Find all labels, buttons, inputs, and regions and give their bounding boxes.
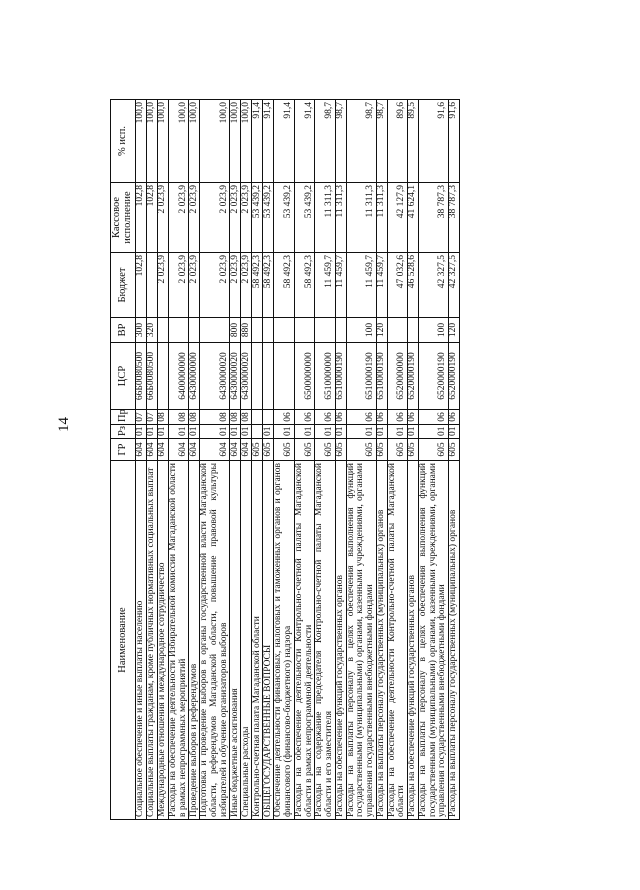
table-row bbox=[346, 100, 376, 820]
cell-pr: 08 bbox=[230, 410, 241, 425]
table-row bbox=[169, 100, 189, 820]
cell-csr: 66Б0080500 bbox=[147, 343, 158, 410]
cell-rz: 01 bbox=[346, 425, 376, 439]
cell-name: Расходы на содержание председателя Контрольно-счетной палаты Магаданской области и его заместителя bbox=[315, 461, 335, 820]
cell-gr: 605 bbox=[315, 439, 335, 461]
cell-vr bbox=[189, 318, 200, 343]
header-cash: Кассовое исполнение bbox=[111, 183, 136, 253]
cell-cash: 53 439,2 bbox=[263, 183, 274, 253]
cell-rz: 01 bbox=[294, 425, 314, 439]
cell-vr bbox=[158, 318, 169, 343]
cell-budget: 2 023,9 bbox=[189, 253, 200, 318]
cell-gr: 605 bbox=[335, 439, 346, 461]
cell-rz: 01 bbox=[335, 425, 346, 439]
cell-budget: 11 459,7 bbox=[315, 253, 335, 318]
cell-csr: 6510000190 bbox=[335, 343, 346, 410]
cell-cash: 38 787,3 bbox=[419, 183, 449, 253]
cell-rz: 01 bbox=[189, 425, 200, 439]
cell-vr bbox=[387, 318, 407, 343]
cell-cash: 2 023,9 bbox=[189, 183, 200, 253]
header-pr: Пр bbox=[111, 410, 136, 425]
cell-budget: 42 327,5 bbox=[449, 253, 460, 318]
cell-budget: 58 492,3 bbox=[274, 253, 294, 318]
cell-name: Проведение выборов и референдумов bbox=[189, 461, 200, 820]
cell-pct: 91,4 bbox=[263, 100, 274, 183]
cell-csr bbox=[252, 343, 263, 410]
table-row bbox=[274, 100, 294, 820]
cell-name: Расходы на обеспечение деятельности Контрольно-счетной палаты Магаданской области bbox=[387, 461, 407, 820]
cell-rz: 01 bbox=[158, 425, 169, 439]
cell-gr: 605 bbox=[419, 439, 449, 461]
cell-cash: 2 023,9 bbox=[158, 183, 169, 253]
cell-csr: 6400000000 bbox=[169, 343, 189, 410]
cell-name: Расходы на выплаты персоналу государственных (муниципальных) органов bbox=[449, 461, 460, 820]
cell-name: Расходы на обеспечение деятельности Контрольно-счетной палаты Магаданской области в рамках непрограммной деятельности bbox=[294, 461, 314, 820]
cell-gr: 605 bbox=[449, 439, 460, 461]
table-row bbox=[294, 100, 314, 820]
cell-pct: 100,0 bbox=[169, 100, 189, 183]
page-number: 14 bbox=[56, 417, 72, 432]
cell-vr bbox=[169, 318, 189, 343]
cell-name: Расходы на обеспечение функций государственных органов bbox=[408, 461, 419, 820]
cell-cash: 2 023,9 bbox=[200, 183, 230, 253]
cell-cash: 11 311,3 bbox=[376, 183, 387, 253]
cell-vr bbox=[252, 318, 263, 343]
cell-csr: 6430000000 bbox=[189, 343, 200, 410]
table-row bbox=[419, 100, 449, 820]
cell-budget: 58 492,3 bbox=[252, 253, 263, 318]
cell-csr: 6520000190 bbox=[408, 343, 419, 410]
cell-budget: 2 023,9 bbox=[200, 253, 230, 318]
cell-name: Социальные выплаты гражданам, кроме публичных нормативных социальных выплат bbox=[147, 461, 158, 820]
cell-vr: 120 bbox=[449, 318, 460, 343]
cell-vr bbox=[294, 318, 314, 343]
cell-vr: 100 bbox=[346, 318, 376, 343]
cell-csr: 6510000190 bbox=[376, 343, 387, 410]
cell-pr: 08 bbox=[189, 410, 200, 425]
cell-budget bbox=[147, 253, 158, 318]
header-csr: ЦСР bbox=[111, 343, 136, 410]
cell-cash: 53 439,2 bbox=[252, 183, 263, 253]
cell-gr: 605 bbox=[376, 439, 387, 461]
table-row bbox=[200, 100, 230, 820]
cell-cash: 11 311,3 bbox=[315, 183, 335, 253]
cell-pr: 08 bbox=[200, 410, 230, 425]
cell-rz: 01 bbox=[387, 425, 407, 439]
table-body bbox=[136, 100, 460, 820]
header-budget: Бюджет bbox=[111, 253, 136, 318]
budget-execution-table bbox=[110, 99, 460, 820]
cell-pr: 06 bbox=[408, 410, 419, 425]
cell-pct: 98,7 bbox=[346, 100, 376, 183]
table-row bbox=[230, 100, 241, 820]
cell-csr: 6430000020 bbox=[200, 343, 230, 410]
header-gr: ГР bbox=[111, 439, 136, 461]
cell-pct: 100,0 bbox=[230, 100, 241, 183]
cell-vr: 880 bbox=[241, 318, 252, 343]
cell-pct: 100,0 bbox=[147, 100, 158, 183]
cell-cash: 41 624,1 bbox=[408, 183, 419, 253]
cell-pct: 91,6 bbox=[449, 100, 460, 183]
cell-name: Подготовка и проведение выборов в органы государственной власти Магаданской области, референдумов Магаданской области, повышение правовой культуры избирателей и обучение организаторов выборов bbox=[200, 461, 230, 820]
cell-cash: 2 023,9 bbox=[230, 183, 241, 253]
cell-pr: 06 bbox=[294, 410, 314, 425]
cell-csr bbox=[158, 343, 169, 410]
cell-vr: 120 bbox=[376, 318, 387, 343]
cell-cash: 11 311,3 bbox=[346, 183, 376, 253]
table-row bbox=[335, 100, 346, 820]
cell-vr bbox=[315, 318, 335, 343]
cell-pr: 07 bbox=[136, 410, 147, 425]
cell-pr: 08 bbox=[169, 410, 189, 425]
cell-pr bbox=[263, 410, 274, 425]
cell-rz: 01 bbox=[147, 425, 158, 439]
table-row bbox=[387, 100, 407, 820]
cell-budget: 2 023,9 bbox=[158, 253, 169, 318]
cell-name: Расходы на обеспечение деятельности Избирательной комиссии Магаданской области в рамках непрограммных мероприятий bbox=[169, 461, 189, 820]
cell-csr bbox=[263, 343, 274, 410]
cell-csr: 6500000000 bbox=[294, 343, 314, 410]
cell-pct: 100,0 bbox=[241, 100, 252, 183]
cell-cash: 2 023,9 bbox=[241, 183, 252, 253]
table-row bbox=[376, 100, 387, 820]
cell-csr: 66Б0080500 bbox=[136, 343, 147, 410]
cell-name: Обеспечение деятельности финансовых, налоговых и таможенных органов и органов финансового (финансово-бюджетного) надзора bbox=[274, 461, 294, 820]
table-row bbox=[449, 100, 460, 820]
cell-pr: 06 bbox=[449, 410, 460, 425]
cell-gr: 605 bbox=[346, 439, 376, 461]
cell-name: Специальные расходы bbox=[241, 461, 252, 820]
cell-pct: 100,0 bbox=[158, 100, 169, 183]
cell-vr bbox=[263, 318, 274, 343]
table-row bbox=[241, 100, 252, 820]
cell-budget: 2 023,9 bbox=[241, 253, 252, 318]
cell-budget: 11 459,7 bbox=[376, 253, 387, 318]
cell-gr: 605 bbox=[408, 439, 419, 461]
cell-cash: 102,8 bbox=[147, 183, 158, 253]
cell-name: Социальное обеспечение и иные выплаты населению bbox=[136, 461, 147, 820]
cell-rz: 01 bbox=[315, 425, 335, 439]
cell-vr: 800 bbox=[230, 318, 241, 343]
cell-gr: 604 bbox=[136, 439, 147, 461]
cell-pr: 07 bbox=[147, 410, 158, 425]
cell-csr: 6520000000 bbox=[387, 343, 407, 410]
cell-budget: 58 492,3 bbox=[294, 253, 314, 318]
cell-pr: 08 bbox=[241, 410, 252, 425]
cell-pct: 100,0 bbox=[189, 100, 200, 183]
cell-csr: 6510000190 bbox=[346, 343, 376, 410]
cell-cash: 42 127,9 bbox=[387, 183, 407, 253]
cell-vr bbox=[274, 318, 294, 343]
cell-rz: 01 bbox=[408, 425, 419, 439]
cell-budget: 102,8 bbox=[136, 253, 147, 318]
cell-vr: 100 bbox=[419, 318, 449, 343]
rotated-table-container bbox=[110, 100, 583, 820]
cell-gr: 604 bbox=[230, 439, 241, 461]
cell-rz: 01 bbox=[263, 425, 274, 439]
cell-pct: 100,0 bbox=[200, 100, 230, 183]
table-row bbox=[252, 100, 263, 820]
cell-csr: 6430000020 bbox=[241, 343, 252, 410]
cell-gr: 605 bbox=[294, 439, 314, 461]
table-row bbox=[408, 100, 419, 820]
cell-gr: 604 bbox=[169, 439, 189, 461]
cell-pr: 06 bbox=[376, 410, 387, 425]
cell-gr: 604 bbox=[189, 439, 200, 461]
cell-name: ОБЩЕГОСУДАРСТВЕННЫЕ ВОПРОСЫ bbox=[263, 461, 274, 820]
cell-gr: 604 bbox=[241, 439, 252, 461]
cell-budget: 46 528,6 bbox=[408, 253, 419, 318]
cell-gr: 605 bbox=[263, 439, 274, 461]
cell-gr: 605 bbox=[274, 439, 294, 461]
cell-rz: 01 bbox=[274, 425, 294, 439]
cell-pr: 06 bbox=[274, 410, 294, 425]
cell-budget: 47 032,6 bbox=[387, 253, 407, 318]
cell-gr: 605 bbox=[387, 439, 407, 461]
cell-gr: 605 bbox=[252, 439, 263, 461]
cell-csr: 6520000190 bbox=[419, 343, 449, 410]
header-name: Наименование bbox=[111, 461, 136, 820]
cell-pct: 98,7 bbox=[315, 100, 335, 183]
cell-pct: 91,4 bbox=[274, 100, 294, 183]
cell-pct: 98,7 bbox=[376, 100, 387, 183]
table-row bbox=[158, 100, 169, 820]
cell-cash: 2 023,9 bbox=[169, 183, 189, 253]
cell-rz: 01 bbox=[230, 425, 241, 439]
cell-cash: 11 311,3 bbox=[335, 183, 346, 253]
cell-cash: 102,8 bbox=[136, 183, 147, 253]
table-header-row bbox=[111, 100, 136, 820]
cell-name: Расходы на обеспечение функций государственных органов bbox=[335, 461, 346, 820]
cell-vr bbox=[335, 318, 346, 343]
cell-pr: 06 bbox=[315, 410, 335, 425]
cell-rz: 01 bbox=[419, 425, 449, 439]
table-row bbox=[147, 100, 158, 820]
cell-gr: 604 bbox=[158, 439, 169, 461]
table-row bbox=[315, 100, 335, 820]
header-pct: % исп. bbox=[111, 100, 136, 183]
cell-pr bbox=[252, 410, 263, 425]
cell-vr: 320 bbox=[147, 318, 158, 343]
cell-pr: 06 bbox=[387, 410, 407, 425]
cell-csr: 6510000000 bbox=[315, 343, 335, 410]
cell-budget: 11 459,7 bbox=[335, 253, 346, 318]
cell-rz: 01 bbox=[200, 425, 230, 439]
cell-name: Иные бюджетные ассигнования bbox=[230, 461, 241, 820]
cell-vr: 300 bbox=[136, 318, 147, 343]
cell-pct: 91,4 bbox=[294, 100, 314, 183]
cell-pr: 08 bbox=[158, 410, 169, 425]
cell-pct: 91,4 bbox=[252, 100, 263, 183]
cell-vr bbox=[408, 318, 419, 343]
cell-cash: 53 439,2 bbox=[274, 183, 294, 253]
cell-pct: 98,7 bbox=[335, 100, 346, 183]
cell-budget: 42 327,5 bbox=[419, 253, 449, 318]
header-vr: ВР bbox=[111, 318, 136, 343]
cell-rz: 01 bbox=[376, 425, 387, 439]
cell-rz: 01 bbox=[241, 425, 252, 439]
cell-pr: 06 bbox=[419, 410, 449, 425]
table-row bbox=[136, 100, 147, 820]
cell-rz: 01 bbox=[136, 425, 147, 439]
cell-budget: 2 023,9 bbox=[169, 253, 189, 318]
cell-pct: 89,6 bbox=[387, 100, 407, 183]
cell-pct: 91,6 bbox=[419, 100, 449, 183]
cell-rz bbox=[252, 425, 263, 439]
cell-name: Контрольно-счетная палата Магаданской области bbox=[252, 461, 263, 820]
cell-cash: 38 787,3 bbox=[449, 183, 460, 253]
cell-name: Расходы на выплаты персоналу в целях обеспечения выполнения функций государственными (муниципальными) органами, казенными учреждениями, органами управления государственными внебюджетными фондами bbox=[419, 461, 449, 820]
cell-budget: 58 492,3 bbox=[263, 253, 274, 318]
cell-rz: 01 bbox=[449, 425, 460, 439]
cell-csr: 6430000020 bbox=[230, 343, 241, 410]
cell-name: Международные отношения и международное сотрудничество bbox=[158, 461, 169, 820]
cell-cash: 53 439,2 bbox=[294, 183, 314, 253]
cell-gr: 604 bbox=[200, 439, 230, 461]
cell-name: Расходы на выплаты персоналу государственных (муниципальных) органов bbox=[376, 461, 387, 820]
cell-rz: 01 bbox=[169, 425, 189, 439]
cell-pr: 06 bbox=[335, 410, 346, 425]
cell-csr: 6520000190 bbox=[449, 343, 460, 410]
cell-name: Расходы на выплаты персоналу в целях обеспечения выполнения функций государственными (муниципальными) органами, казенными учреждениями, органами управления государственными внебюджетными фондами bbox=[346, 461, 376, 820]
header-rz: Рз bbox=[111, 425, 136, 439]
cell-pct: 100,0 bbox=[136, 100, 147, 183]
cell-budget: 2 023,9 bbox=[230, 253, 241, 318]
cell-pr: 06 bbox=[346, 410, 376, 425]
cell-gr: 604 bbox=[147, 439, 158, 461]
cell-csr bbox=[274, 343, 294, 410]
cell-budget: 11 459,7 bbox=[346, 253, 376, 318]
cell-vr bbox=[200, 318, 230, 343]
cell-pct: 89,5 bbox=[408, 100, 419, 183]
